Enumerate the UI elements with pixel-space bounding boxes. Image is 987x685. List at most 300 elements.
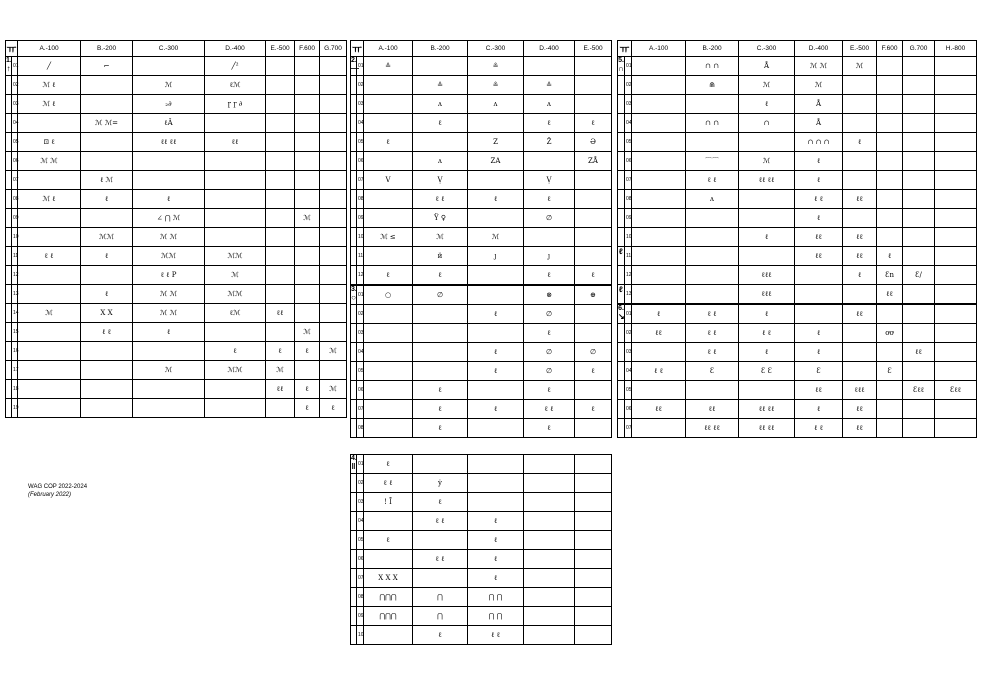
sign-cell: ℓℓ (843, 228, 877, 247)
row-number: 04 (357, 343, 364, 362)
sign-cell (632, 190, 686, 209)
row-number: 08 (625, 190, 632, 209)
table-row (6, 361, 347, 380)
sign-cell: ơơ (877, 324, 903, 343)
sign-cell (903, 133, 935, 152)
sign-cell: ∠ ⋂ ℳ (133, 209, 205, 228)
sign-cell: ℳℳ (81, 228, 133, 247)
row-number: 01 (357, 57, 364, 76)
table-row (351, 626, 612, 645)
sign-cell: ℓ ℓ (413, 512, 468, 531)
sign-cell (935, 95, 977, 114)
column-header: C.-300 (133, 41, 205, 57)
sign-cell (468, 493, 524, 512)
table-row (6, 342, 347, 361)
sign-cell: ℳ (739, 76, 795, 95)
sign-cell: ℓℓ (877, 285, 903, 305)
sign-cell (877, 171, 903, 190)
sign-cell (364, 400, 413, 419)
sign-cell (468, 285, 524, 305)
column-header: A.-100 (364, 41, 413, 57)
sign-cell (364, 190, 413, 209)
sign-cell (632, 95, 686, 114)
row-number: 05 (625, 133, 632, 152)
sign-cell (575, 588, 612, 607)
sign-cell: ȷ (524, 247, 575, 266)
sign-cell: ∅ (524, 305, 575, 324)
sign-cell (364, 114, 413, 133)
row-group-label (618, 95, 625, 114)
sign-cell (205, 399, 266, 418)
sign-cell: ℓ ℓ (686, 171, 739, 190)
sign-cell (877, 343, 903, 362)
sign-cell (903, 190, 935, 209)
sign-cell: Ž (524, 133, 575, 152)
sign-cell (320, 76, 347, 95)
row-number: 07 (357, 400, 364, 419)
row-group-label (618, 419, 625, 438)
row-number: 08 (12, 190, 18, 209)
sign-cell: ℳ ℓ (18, 190, 81, 209)
sign-cell: ɼ ɼ ∂ (205, 95, 266, 114)
sign-cell: ℳℳ (133, 247, 205, 266)
sign-cell: Ɛ (686, 362, 739, 381)
sign-cell (266, 228, 295, 247)
sign-cell: ∅ (575, 343, 612, 362)
sign-cell: ⋂⋂⋂ (364, 588, 413, 607)
sign-cell: ℓ ℓ (81, 323, 133, 342)
sign-cell (133, 171, 205, 190)
sign-cell (364, 626, 413, 645)
sign-cell: Ɛ Ɛ (739, 362, 795, 381)
table-row (618, 190, 977, 209)
sign-cell (935, 228, 977, 247)
sign-cell: ℓℓ ℓℓ (686, 419, 739, 438)
sign-cell (575, 493, 612, 512)
sign-cell: ℓ ℓ (468, 626, 524, 645)
sign-cell: Ɛℓℓ (903, 381, 935, 400)
sign-cell (266, 152, 295, 171)
table-row (351, 400, 612, 419)
table-row (351, 588, 612, 607)
sign-cell: ℳ ℳ (133, 304, 205, 323)
sign-cell (843, 209, 877, 228)
sign-cell (295, 133, 320, 152)
sign-cell: ᴧ (468, 95, 524, 114)
sign-cell (843, 171, 877, 190)
sign-cell (320, 133, 347, 152)
row-number: 07 (357, 569, 364, 588)
sign-cell (686, 133, 739, 152)
row-number: 06 (12, 152, 18, 171)
sign-cell: ℓ (413, 114, 468, 133)
sign-cell: ℓℓ (903, 343, 935, 362)
sign-cell: X X (81, 304, 133, 323)
row-number: 01 (625, 304, 632, 324)
sign-cell (205, 209, 266, 228)
sign-cell: ℓ (739, 95, 795, 114)
sign-cell (795, 304, 843, 324)
sign-cell (575, 324, 612, 343)
sign-cell: ℳ (266, 361, 295, 380)
sign-cell: ℓ (468, 531, 524, 550)
sign-cell (81, 95, 133, 114)
sign-cell (468, 324, 524, 343)
row-number: 02 (357, 76, 364, 95)
sign-cell (877, 152, 903, 171)
sign-cell: ℳ (133, 361, 205, 380)
sign-cell (935, 247, 977, 266)
sign-cell: ℓ (795, 152, 843, 171)
sign-cell: ℓℓ ℓℓ (739, 400, 795, 419)
sign-cell (468, 114, 524, 133)
table-row (6, 76, 347, 95)
table-row (618, 209, 977, 228)
sign-cell (295, 171, 320, 190)
sign-cell (18, 171, 81, 190)
sign-cell: ℓ (575, 266, 612, 286)
group-number: 5. (618, 57, 624, 64)
sign-cell (205, 171, 266, 190)
table-row (618, 133, 977, 152)
row-number: 03 (625, 95, 632, 114)
note-date: (February 2022) (28, 492, 72, 498)
sign-cell (903, 304, 935, 324)
sign-cell (266, 114, 295, 133)
table-row (618, 285, 977, 305)
sign-cell: ≗ (524, 76, 575, 95)
row-number: 13 (625, 285, 632, 305)
column-header: G.700 (903, 41, 935, 57)
sign-cell (524, 474, 575, 493)
sign-cell (320, 266, 347, 285)
table-row (351, 95, 612, 114)
sign-cell (877, 76, 903, 95)
sign-cell (632, 114, 686, 133)
table-row (6, 323, 347, 342)
sign-cell (935, 209, 977, 228)
note-title: WAG COP 2022-2024 (28, 484, 88, 490)
row-number: 12 (625, 266, 632, 285)
sign-cell (903, 152, 935, 171)
sign-cell (935, 133, 977, 152)
row-number: 18 (12, 380, 18, 399)
sign-cell: ℓ (468, 305, 524, 324)
row-group-label (618, 190, 625, 209)
sign-cell (468, 209, 524, 228)
table-row (6, 399, 347, 418)
sign-cell: ℓ (524, 419, 575, 438)
column-header: E.-500 (266, 41, 295, 57)
sign-cell: ℓ (795, 171, 843, 190)
sign-cell (903, 362, 935, 381)
sign-cell: Ɛ (795, 362, 843, 381)
table-block-2 (350, 40, 612, 438)
sign-cell (575, 626, 612, 645)
column-header: E.-500 (843, 41, 877, 57)
sign-cell: ⋂ ⋂ (468, 588, 524, 607)
sign-cell (843, 343, 877, 362)
row-number: 03 (357, 493, 364, 512)
sign-cell: ℓ ℓ P (133, 266, 205, 285)
sign-cell: ⋂⋂⋂ (364, 607, 413, 626)
sign-cell (295, 114, 320, 133)
sign-cell (295, 361, 320, 380)
sign-cell: ⊡ ℓ (18, 133, 81, 152)
sign-cell (266, 266, 295, 285)
sign-cell (632, 152, 686, 171)
sign-cell (468, 455, 524, 474)
sign-cell: Ə (575, 133, 612, 152)
sign-cell (364, 247, 413, 266)
sign-cell: ℳ (843, 57, 877, 76)
sign-cell: ℳ ℳ (133, 228, 205, 247)
table-row (6, 95, 347, 114)
sign-cell (632, 133, 686, 152)
sign-cell (18, 361, 81, 380)
sign-cell (81, 152, 133, 171)
sign-cell (266, 285, 295, 304)
table-body (618, 57, 977, 438)
sign-cell (575, 247, 612, 266)
table-row (351, 152, 612, 171)
sign-cell (364, 512, 413, 531)
sign-cell: Å (795, 95, 843, 114)
sign-cell: X X X (364, 569, 413, 588)
row-number: 03 (357, 95, 364, 114)
sign-cell (364, 362, 413, 381)
sign-cell (903, 171, 935, 190)
sign-cell: ℓℓ (686, 400, 739, 419)
sign-cell: ℓ ℓ (413, 190, 468, 209)
sign-cell: ∅ (524, 343, 575, 362)
sign-cell (686, 95, 739, 114)
table-row (618, 419, 977, 438)
sign-cell (903, 228, 935, 247)
sign-cell (524, 626, 575, 645)
sign-cell (686, 228, 739, 247)
table-row (618, 400, 977, 419)
sign-cell: Ṿ (413, 171, 468, 190)
sign-cell (295, 95, 320, 114)
sign-cell (935, 190, 977, 209)
table-row (618, 247, 977, 266)
sign-cell: ℓℓ (795, 247, 843, 266)
sign-cell: ℓ (843, 133, 877, 152)
column-header: F.600 (295, 41, 320, 57)
column-header: B.-200 (413, 41, 468, 57)
sign-cell (632, 228, 686, 247)
group-number: 4. (351, 455, 357, 462)
sign-cell (795, 266, 843, 285)
sign-cell (935, 171, 977, 190)
sign-cell (877, 304, 903, 324)
sign-cell (524, 493, 575, 512)
sign-cell: ℓ (575, 400, 612, 419)
row-number: 10 (625, 228, 632, 247)
table-row (618, 57, 977, 76)
sign-cell: ℓℓ (843, 190, 877, 209)
sign-cell: ℳ (739, 152, 795, 171)
sign-cell (266, 76, 295, 95)
sign-cell (266, 57, 295, 76)
row-group-label (618, 343, 625, 362)
header-symbol: ㅠ (618, 41, 632, 57)
sign-cell: ℓℓℓ (843, 381, 877, 400)
sign-cell (133, 342, 205, 361)
table-body (351, 57, 612, 438)
sign-cell (575, 531, 612, 550)
sign-cell (364, 550, 413, 569)
row-number: 06 (357, 152, 364, 171)
group-symbol: ‖ (351, 462, 356, 471)
row-number: 01 (357, 285, 364, 305)
table-row (351, 171, 612, 190)
group-symbol: ↑ (6, 64, 11, 73)
sign-cell (295, 228, 320, 247)
table-row (6, 114, 347, 133)
row-number: 05 (12, 133, 18, 152)
group-symbol: ℓ (619, 285, 623, 294)
sign-cell: ℓ (468, 190, 524, 209)
row-group-label (618, 114, 625, 133)
sign-cell: ℳℳ (205, 361, 266, 380)
sign-cell (524, 152, 575, 171)
sign-cell (877, 133, 903, 152)
sign-cell (364, 381, 413, 400)
sign-cell (903, 285, 935, 305)
row-number: 07 (357, 171, 364, 190)
row-number: 01 (12, 57, 18, 76)
sign-cell (133, 57, 205, 76)
table-row (351, 381, 612, 400)
row-group-label (618, 171, 625, 190)
sign-cell (18, 266, 81, 285)
row-group-label (618, 362, 625, 381)
sign-cell (524, 455, 575, 474)
sign-cell: ₂∂ (133, 95, 205, 114)
row-number: 10 (357, 626, 364, 645)
sign-cell (575, 228, 612, 247)
column-header: C.-300 (468, 41, 524, 57)
table-row (618, 228, 977, 247)
sign-cell (935, 57, 977, 76)
sign-cell: ℓ (468, 362, 524, 381)
row-number: 09 (625, 209, 632, 228)
sign-cell: ℓ (266, 342, 295, 361)
sign-cell (843, 285, 877, 305)
table-row (351, 512, 612, 531)
row-number: 05 (357, 531, 364, 550)
sign-cell: ℓℳ (205, 304, 266, 323)
table-row (351, 550, 612, 569)
table-block-3 (617, 40, 977, 438)
table-row (351, 305, 612, 324)
sign-cell (903, 57, 935, 76)
sign-cell (903, 419, 935, 438)
sign-cell (133, 152, 205, 171)
table-row (351, 57, 612, 76)
sign-cell (575, 171, 612, 190)
sign-cell: ℓ (468, 343, 524, 362)
table-row (618, 76, 977, 95)
sign-cell: ∩ ∩ (686, 57, 739, 76)
sign-cell: ℓℓ (205, 133, 266, 152)
table-row (6, 152, 347, 171)
sign-cell: ℳ (295, 209, 320, 228)
sign-cell (295, 76, 320, 95)
sign-cell: й (413, 247, 468, 266)
sign-cell (81, 380, 133, 399)
sign-cell: ℓ (739, 304, 795, 324)
sign-cell (575, 474, 612, 493)
sign-cell (266, 171, 295, 190)
column-header: H.-800 (935, 41, 977, 57)
sign-cell (575, 419, 612, 438)
row-number: 11 (12, 247, 18, 266)
sign-cell (81, 361, 133, 380)
row-number: 17 (12, 361, 18, 380)
sign-cell (18, 323, 81, 342)
header-symbol: ㅠ (6, 41, 18, 57)
sign-cell (266, 190, 295, 209)
column-header: B.-200 (686, 41, 739, 57)
sign-cell: ℳ ℳ (133, 285, 205, 304)
table-row (618, 114, 977, 133)
table-block-1 (5, 40, 347, 418)
row-number: 07 (625, 171, 632, 190)
sign-cell: ℓℓ (843, 400, 877, 419)
table-row (618, 171, 977, 190)
sign-cell: ℓ (877, 247, 903, 266)
row-number: 07 (625, 419, 632, 438)
sign-cell (320, 209, 347, 228)
sign-cell (18, 380, 81, 399)
sign-cell: ℓ (468, 512, 524, 531)
table-row (351, 343, 612, 362)
sign-cell: ╱² (205, 57, 266, 76)
sign-cell: ℓ (205, 342, 266, 361)
sign-cell (632, 57, 686, 76)
row-group-label (351, 285, 357, 305)
sign-cell: ℳ (205, 266, 266, 285)
sign-cell (266, 323, 295, 342)
sign-cell (266, 247, 295, 266)
sign-cell (524, 531, 575, 550)
sign-cell (524, 607, 575, 626)
sign-cell: ℓ (133, 323, 205, 342)
sign-cell (205, 190, 266, 209)
row-number: 04 (357, 512, 364, 531)
table-row (351, 247, 612, 266)
row-number: 13 (12, 285, 18, 304)
sign-cell (364, 305, 413, 324)
row-group-label (618, 152, 625, 171)
sign-cell (295, 247, 320, 266)
sign-cell: ℓℓℓ (739, 285, 795, 305)
table-row (351, 474, 612, 493)
sign-cell (81, 209, 133, 228)
sign-cell (320, 285, 347, 304)
sign-cell: ℓ (413, 493, 468, 512)
sign-cell (686, 247, 739, 266)
sign-cell (877, 381, 903, 400)
group-number: 2. (351, 57, 357, 64)
sign-cell: ⌒⌒ (686, 152, 739, 171)
sign-cell: ℓℓ (632, 324, 686, 343)
sign-cell: ℳ (320, 342, 347, 361)
sign-cell: ℓ ℓ (18, 247, 81, 266)
